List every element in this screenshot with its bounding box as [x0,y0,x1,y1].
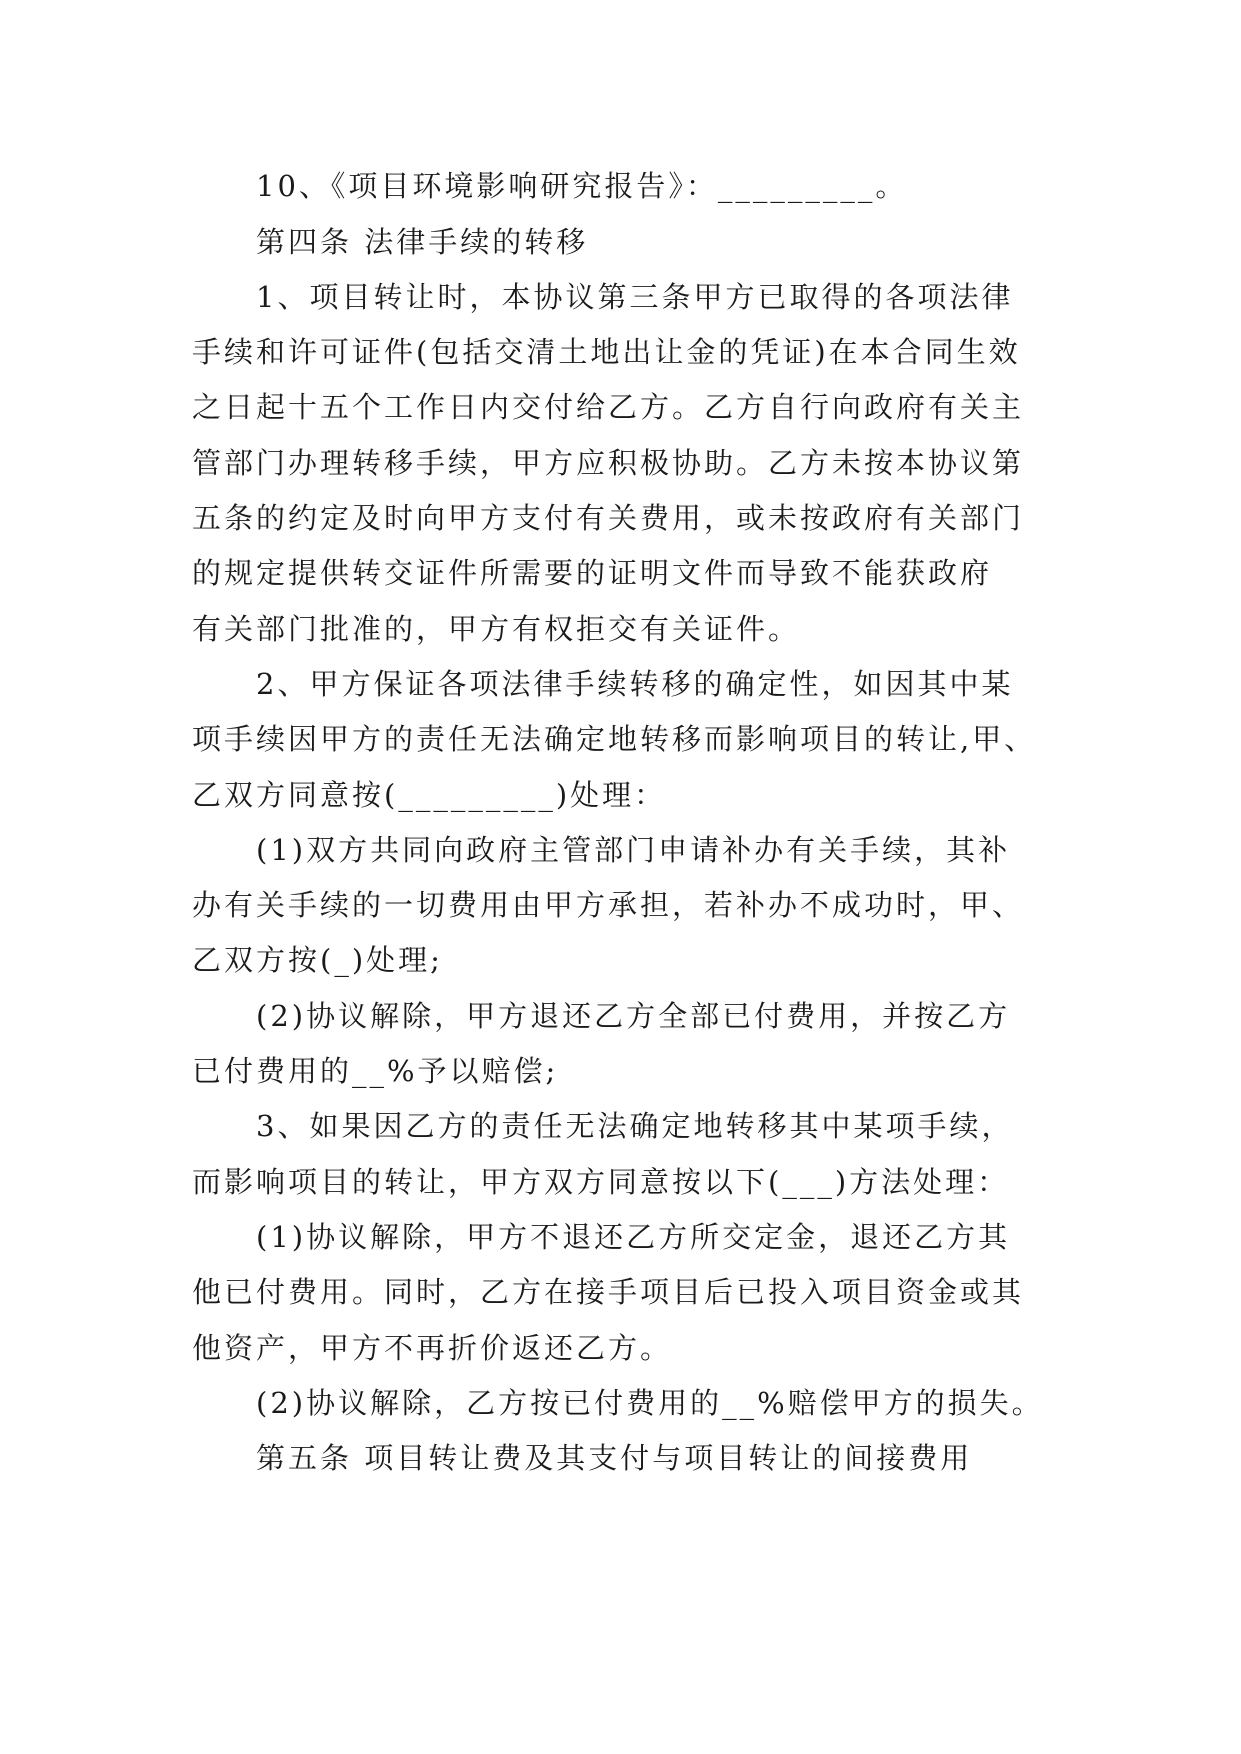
paragraph-line: 手续和许可证件(包括交清土地出让金的凭证)在本合同生效 [192,335,1021,369]
section-heading: 第五条 项目转让费及其支付与项目转让的间接费用 [256,1441,973,1475]
paragraph-line: (2)协议解除，乙方按已付费用的__%赔偿甲方的损失。 [256,1386,1044,1420]
paragraph-line: 办有关手续的一切费用由甲方承担，若补办不成功时，甲、 [192,888,1025,922]
paragraph-line: 的规定提供转交证件所需要的证明文件而导致不能获政府 [192,556,993,590]
paragraph-line: (1)双方共同向政府主管部门申请补办有关手续，其补 [256,833,1011,867]
paragraph-line: 管部门办理转移手续，甲方应积极协助。乙方未按本协议第 [192,446,1025,480]
paragraph-line: 而影响项目的转让，甲方双方同意按以下(___)方法处理： [192,1165,1010,1199]
section-heading: 第四条 法律手续的转移 [256,225,589,259]
paragraph-line: 乙双方按(_)处理; [192,943,443,977]
paragraph-line: (1)协议解除，甲方不退还乙方所交定金，退还乙方其 [256,1220,1011,1254]
paragraph-line: 有关部门批准的，甲方有权拒交有关证件。 [192,612,801,646]
paragraph-line: 3、如果因乙方的责任无法确定地转移其中某项手续， [256,1109,1014,1143]
paragraph-line: 2、甲方保证各项法律手续转移的确定性，如因其中某 [256,667,1014,701]
paragraph-line: (2)协议解除，甲方退还乙方全部已付费用，并按乙方 [256,999,1011,1033]
paragraph-line: 1、项目转让时，本协议第三条甲方已取得的各项法律 [256,280,1014,314]
paragraph-line: 他资产，甲方不再折价返还乙方。 [192,1331,673,1365]
paragraph-line: 之日起十五个工作日内交付给乙方。乙方自行向政府有关主 [192,390,1025,424]
paragraph-line: 项手续因甲方的责任无法确定地转移而影响项目的转让,甲、 [192,722,1037,756]
paragraph-line: 五条的约定及时向甲方支付有关费用，或未按政府有关部门 [192,501,1025,535]
paragraph-line: 他已付费用。同时，乙方在接手项目后已投入项目资金或其 [192,1275,1025,1309]
paragraph-line: 乙双方同意按(_________)处理： [192,778,667,812]
paragraph-line: 已付费用的__%予以赔偿; [192,1054,559,1088]
paragraph-line: 10、《项目环境影响研究报告》：_________。 [256,169,908,203]
